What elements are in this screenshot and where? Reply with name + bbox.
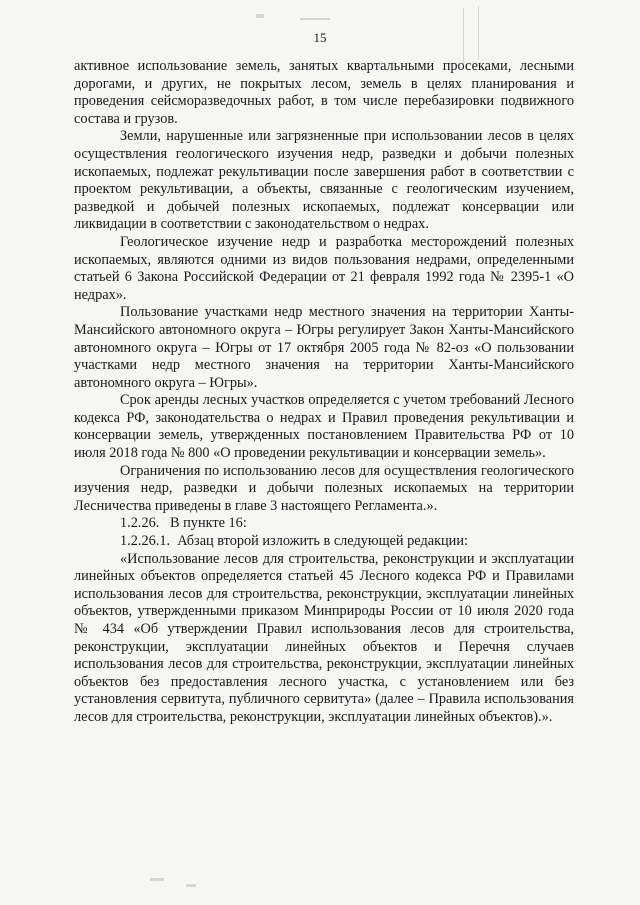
scan-artifact — [463, 8, 464, 66]
paragraph-2: Земли, нарушенные или загрязненные при использовании лесов в целях осуществления геологического изучения недр, разведки и добычи полезных ископаемых, подлежат рекультивации после завершения работ в соответствии с проектом рекультивации, а объекты, связанные с геологическим изучением, разведкой и добычей полезных ископаемых, подлежат консервации или ликвидации в соответствии с законодательством о недрах. — [74, 128, 574, 233]
paragraph-1: активное использование земель, занятых квартальными просеками, лесными дорогами, и других, не покрытых лесом, земель в целях планирования и проведения сейсморазведочных работ, в том числе перебазировки подвижного состава и грузов. — [74, 58, 574, 127]
scan-artifact — [150, 878, 164, 881]
scan-artifact — [186, 884, 196, 887]
paragraph-6: Ограничения по использованию лесов для осуществления геологического изучения недр, разведки и добычи полезных ископаемых на территории Лесничества приведены в главе 3 настоящего Регламента.». — [74, 462, 574, 514]
paragraph-3: Геологическое изучение недр и разработка месторождений полезных ископаемых, являются одними из видов пользования недрами, определенными статьей 6 Закона Российской Федерации от 21 февраля 1992 года № 2395-1 «О недрах». — [74, 233, 574, 303]
scan-artifact — [300, 18, 330, 20]
paragraph-7: 1.2.26. В пункте 16: — [120, 515, 247, 532]
paragraph-8: 1.2.26.1. Абзац второй изложить в следующей редакции: — [120, 533, 468, 550]
document-body — [74, 58, 574, 727]
paragraph-9: «Использование лесов для строительства, реконструкции и эксплуатации линейных объектов определяется статьей 45 Лесного кодекса РФ и Правилами использования лесов для строительства, реконструкции, эксплуатации линейных объектов, утвержденными приказом Минприроды России от 10 июля 2020 года № 434 «Об утверждении Правил использования лесов для строительства, реконструкции, эксплуатации линейных объектов и Перечня случаев использования лесов для строительства, реконструкции, эксплуатации линейных объектов без предоставления лесного участка, с установлением или без установления сервитута, публичного сервитута» (далее – Правила использования лесов для строительства, реконструкции, эксплуатации линейных объектов).». — [74, 550, 574, 725]
scan-artifact — [256, 14, 264, 18]
scan-artifact — [478, 6, 479, 60]
paragraph-4: Пользование участками недр местного значения на территории Ханты-Мансийского автономного округа – Югры регулирует Закон Ханты-Мансийского автономного округа – Югры от 17 октября 2005 года № 82-оз «О пользовании участками недр местного значения на территории Ханты-Мансийского автономного округа – Югры». — [74, 304, 574, 391]
paragraph-5: Срок аренды лесных участков определяется с учетом требований Лесного кодекса РФ, законодательства о недрах и Правил проведения рекультивации и консервации земель, утвержденных постановлением Правительства РФ от 10 июля 2018 года № 800 «О проведении рекультивации и консервации земель». — [74, 392, 574, 462]
page-number: 15 — [313, 30, 327, 45]
